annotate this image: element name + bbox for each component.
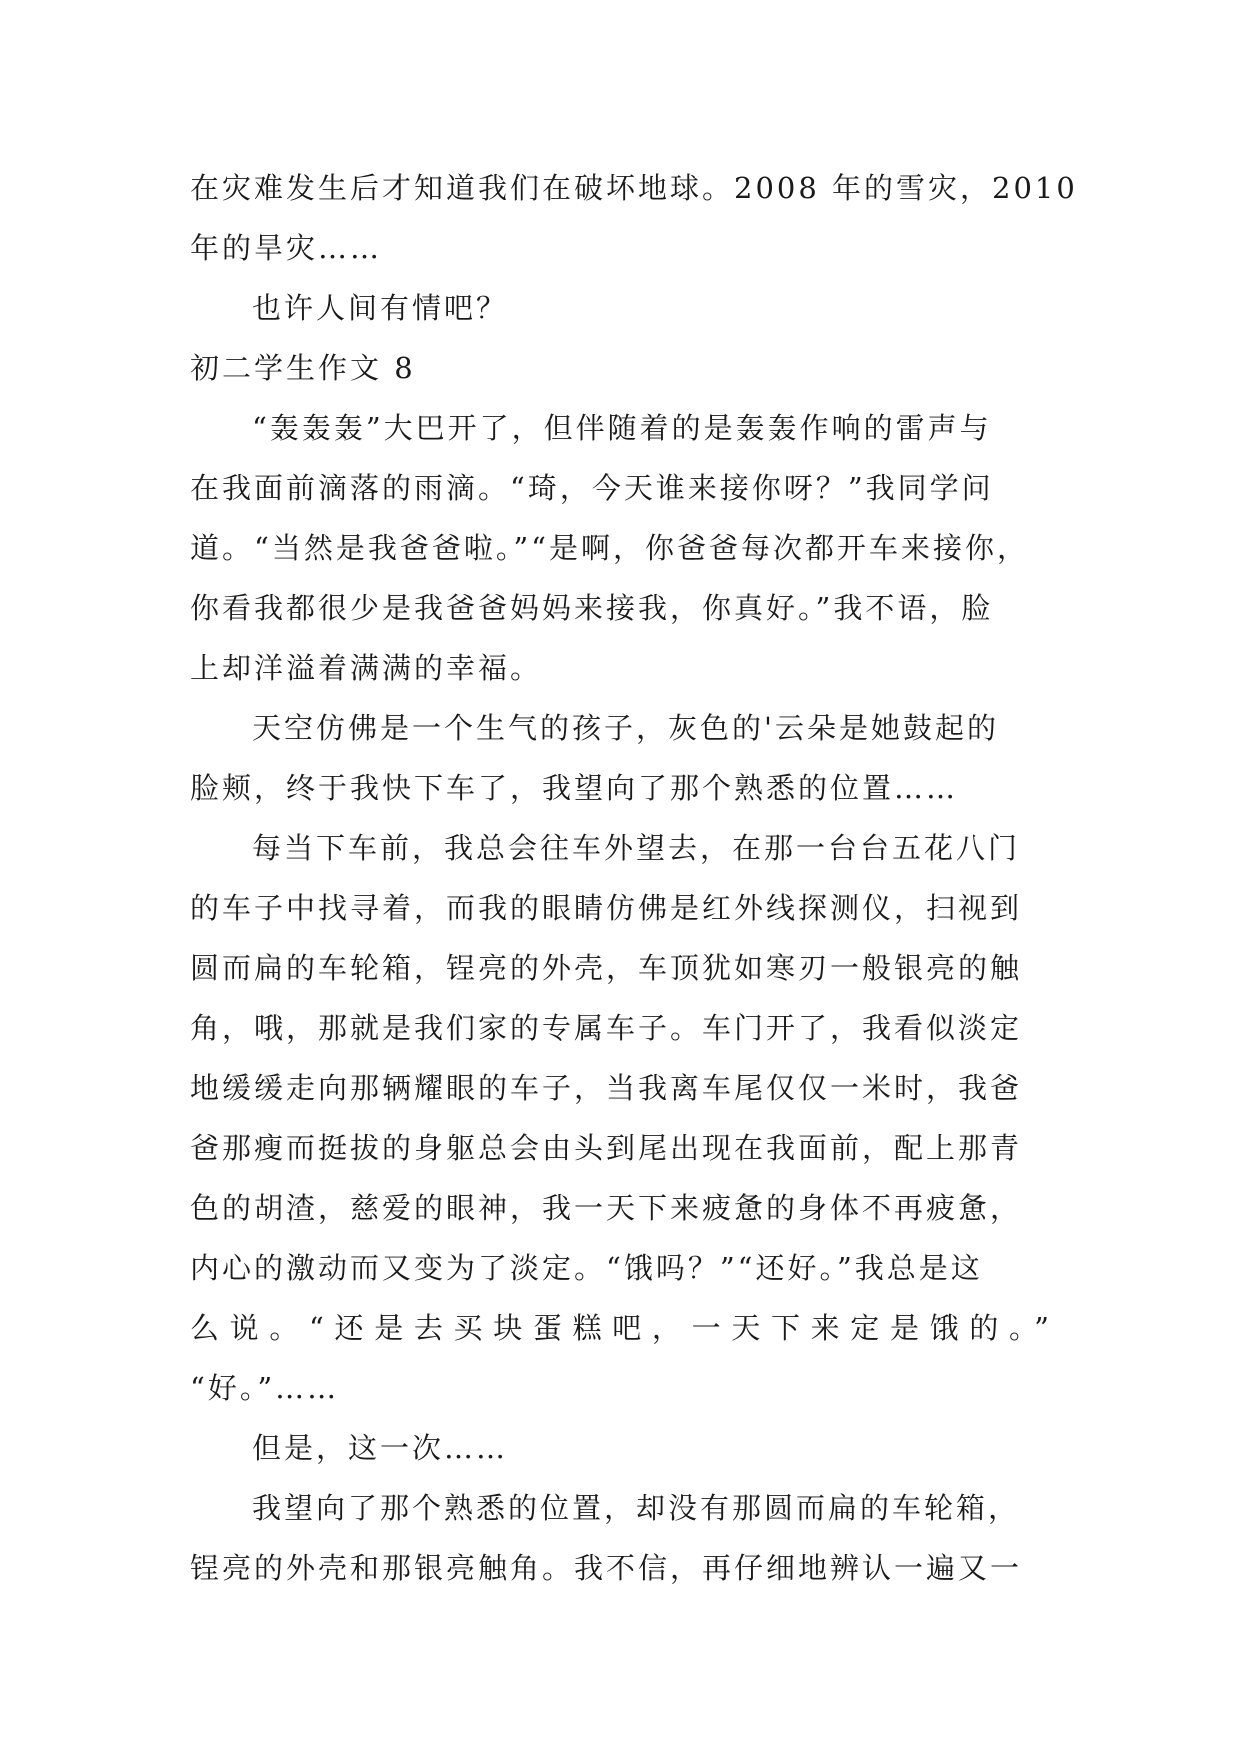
text-line: 在灾难发生后才知道我们在破坏地球。2008 年的雪灾，2010 bbox=[190, 171, 1078, 205]
text-line: 在我面前滴落的雨滴。“琦，今天谁来接你呀？”我同学问 bbox=[190, 471, 994, 505]
text-line: 天空仿佛是一个生气的孩子，灰色的'云朵是她鼓起的 bbox=[252, 711, 999, 745]
text-line: 我望向了那个熟悉的位置，却没有那圆而扁的车轮箱， bbox=[252, 1491, 1021, 1525]
text-line: 地缓缓走向那辆耀眼的车子，当我离车尾仅仅一米时，我爸 bbox=[190, 1071, 1023, 1105]
text-line: 也许人间有情吧？ bbox=[252, 291, 509, 325]
text-line: 你看我都很少是我爸爸妈妈来接我，你真好。”我不语，脸 bbox=[190, 591, 994, 625]
essay-heading: 初二学生作文 8 bbox=[190, 351, 416, 385]
text-line: 圆而扁的车轮箱，锃亮的外壳，车顶犹如寒刃一般银亮的触 bbox=[190, 951, 1023, 985]
text-line: 锃亮的外壳和那银亮触角。我不信，再仔细地辨认一遍又一 bbox=[190, 1551, 1023, 1585]
text-line: “好。”…… bbox=[190, 1371, 340, 1405]
text-line: “轰轰轰”大巴开了，但伴随着的是轰轰作响的雷声与 bbox=[252, 411, 992, 445]
text-line: 但是，这一次…… bbox=[252, 1431, 509, 1465]
text-line: 角，哦，那就是我们家的专属车子。车门开了，我看似淡定 bbox=[190, 1011, 1023, 1045]
text-line: 每当下车前，我总会往车外望去，在那一台台五花八门 bbox=[252, 831, 1021, 865]
essay-text bbox=[190, 158, 1078, 1598]
text-line: 道。“当然是我爸爸啦。”“是啊，你爸爸每次都开车来接你， bbox=[190, 531, 1029, 565]
text-line: 年的旱灾…… bbox=[190, 231, 383, 265]
text-line: 内心的激动而又变为了淡定。“饿吗？”“还好。”我总是这 bbox=[190, 1251, 983, 1285]
text-line: 爸那瘦而挺拔的身躯总会由头到尾出现在我面前，配上那青 bbox=[190, 1131, 1023, 1165]
text-line: 上却洋溢着满满的幸福。 bbox=[190, 651, 543, 685]
text-line: 的车子中找寻着，而我的眼睛仿佛是红外线探测仪，扫视到 bbox=[190, 891, 1023, 925]
text-line: 色的胡渣，慈爱的眼神，我一天下来疲惫的身体不再疲惫， bbox=[190, 1191, 1023, 1225]
text-line: 脸颊，终于我快下车了，我望向了那个熟悉的位置…… bbox=[190, 771, 959, 805]
text-line: 么说。“还是去买块蛋糕吧，一天下来定是饿的。” bbox=[190, 1311, 1052, 1345]
